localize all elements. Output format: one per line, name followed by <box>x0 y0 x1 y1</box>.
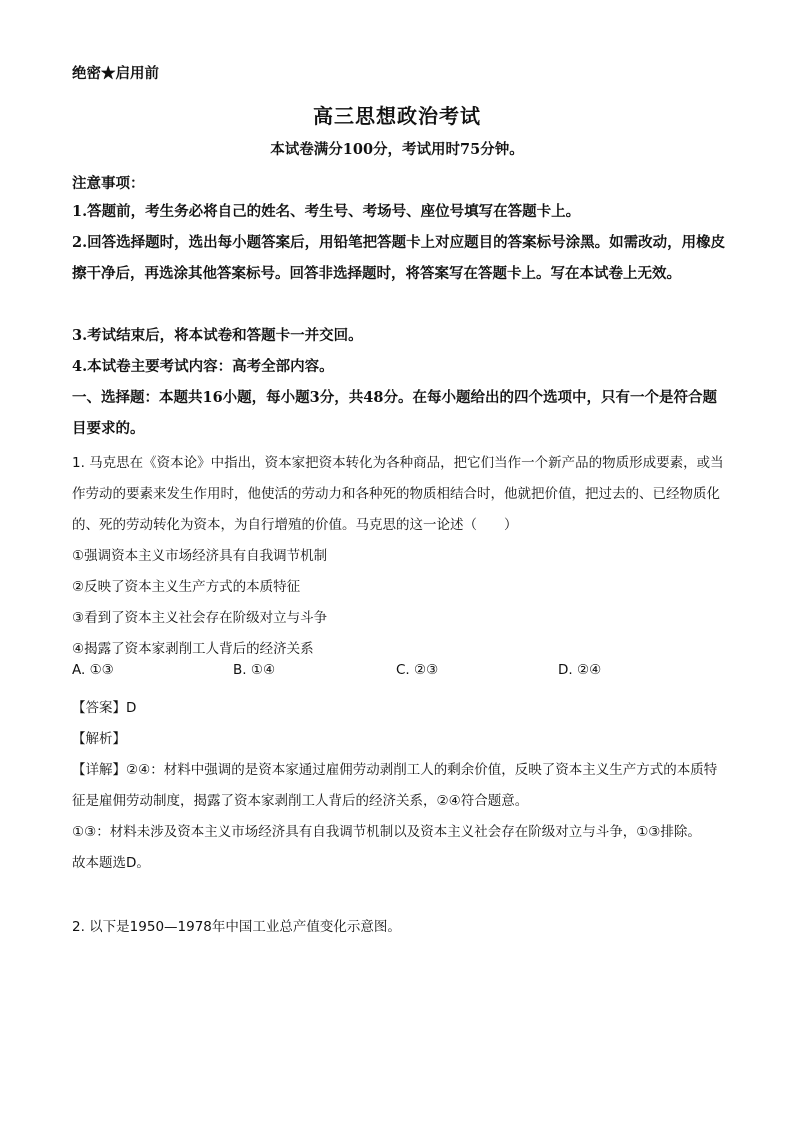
statement-3: ③看到了资本主义社会存在阶级对立与斗争 <box>72 610 328 626</box>
option-b: B. ①④ <box>233 662 276 678</box>
detail-para-1: 【详解】②④：材料中强调的是资本家通过雇佣劳动剥削工人的剩余价值，反映了资本主义生产方式的本质特征是雇佣劳动制度，揭露了资本家剥削工人背后的经济关系，②④符合题意。 <box>72 762 718 809</box>
note-item-4: 4.本试卷主要考试内容：高考全部内容。 <box>72 358 334 375</box>
statement-4: ④揭露了资本家剥削工人背后的经济关系 <box>72 641 314 657</box>
exam-subtitle: 本试卷满分100分，考试用时75分钟。 <box>270 141 524 158</box>
option-c: C. ②③ <box>396 662 439 678</box>
note-item-1: 1.答题前，考生务必将自己的姓名、考生号、考场号、座位号填写在答题卡上。 <box>72 203 581 220</box>
option-a: A. ①③ <box>72 662 114 678</box>
answer-line: 【答案】D <box>72 700 137 716</box>
note-item-3: 3.考试结束后，将本试卷和答题卡一并交回。 <box>72 327 363 344</box>
section-heading: 一、选择题：本题共16小题，每小题3分，共48分。在每小题给出的四个选项中，只有一个是符合题目要求的。 <box>72 389 717 437</box>
question-2-stem: 2. 以下是1950—1978年中国工业总产值变化示意图。 <box>72 919 401 935</box>
note-item-2: 2.回答选择题时，选出每小题答案后，用铅笔把答题卡上对应题目的答案标号涂黑。如需改动，用橡皮擦干净后，再选涂其他答案标号。回答非选择题时，将答案写在答题卡上。写在本试卷上无效。 <box>72 234 726 282</box>
question-1-stem: 1. 马克思在《资本论》中指出，资本家把资本转化为各种商品，把它们当作一个新产品的物质形成要素，或当作劳动的要素来发生作用时，他使活的劳动力和各种死的物质相结合时，他就把价值，把过去的、已经物质化的、死的劳动转化为资本，为自行增殖的价值。马克思的这一论述（ ） <box>72 455 724 533</box>
statement-2: ②反映了资本主义生产方式的本质特征 <box>72 579 301 595</box>
option-d: D. ②④ <box>558 662 602 678</box>
statement-1: ①强调资本主义市场经济具有自我调节机制 <box>72 548 328 564</box>
analysis-label: 【解析】 <box>72 731 126 747</box>
detail-para-3: 故本题选D。 <box>72 855 150 871</box>
confidential-label: 绝密★启用前 <box>72 65 159 82</box>
question-1 <box>72 448 728 665</box>
notes-heading: 注意事项： <box>72 175 145 192</box>
page-title: 高三思想政治考试 <box>313 104 481 128</box>
detail-para-2: ①③：材料未涉及资本主义市场经济具有自我调节机制以及资本主义社会存在阶级对立与斗争，①③排除。 <box>72 824 701 840</box>
analysis-detail <box>72 755 728 879</box>
